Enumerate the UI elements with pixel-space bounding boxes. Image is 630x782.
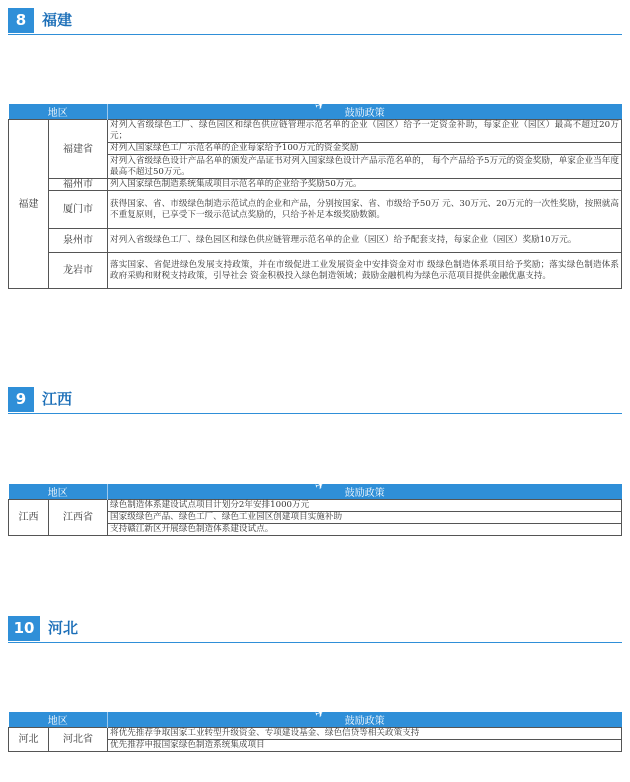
table-header-row (9, 484, 622, 500)
city-cell: 厦门市 (49, 191, 108, 229)
policy-cell: 绿色制造体系建设试点项目计划分2年安排1000万元 (108, 500, 622, 512)
header-policy: ✈ 鼓励政策 (108, 484, 622, 500)
policy-cell: 对列入省级绿色工厂、绿色园区和绿色供应链管理示范名单的企业（园区）给予配套支持，每家企业（园区）奖励10万元。 (108, 229, 622, 253)
plane-icon: ✈ (312, 96, 327, 114)
table-row (9, 191, 622, 229)
table-header-row (9, 104, 622, 120)
province-cell: 江西 (9, 500, 49, 536)
city-cell: 江西省 (49, 500, 108, 536)
table-row (9, 120, 622, 143)
policy-cell: 支持赣江新区开展绿色制造体系建设试点。 (108, 524, 622, 536)
policy-cell: 对列入省级绿色工厂、绿色园区和绿色供应链管理示范名单的企业（园区）给予一定资金补助，每家企业（园区）最高不超过20万元； (108, 120, 622, 143)
table-row (9, 728, 622, 740)
city-cell: 福州市 (49, 179, 108, 191)
province-cell: 福建 (9, 120, 49, 289)
table-header-row (9, 712, 622, 728)
policy-cell: 对列入国家绿色工厂示范名单的企业每家给予100万元的资金奖励 (108, 143, 622, 155)
section-title: 河北 (48, 619, 79, 637)
header-region: 地区 (9, 712, 108, 728)
section-number-badge: 9 (8, 387, 34, 412)
section-title: 福建 (42, 11, 73, 29)
province-cell: 河北 (9, 728, 49, 752)
city-cell: 河北省 (49, 728, 108, 752)
policy-table-hebei (8, 704, 622, 752)
header-region: 地区 (9, 104, 108, 120)
section-title: 江西 (42, 390, 73, 408)
header-policy: ✈ 鼓励政策 (108, 104, 622, 120)
section-header-fujian (8, 8, 622, 35)
policy-cell: 对列入省级绿色设计产品名单的颁发产品证书对列入国家绿色设计产品示范名单的， 每个产品给予5万元的资金奖励，单家企业当年度最高不超过50万元。 (108, 155, 622, 179)
table-row (9, 500, 622, 512)
city-cell: 龙岩市 (49, 253, 108, 289)
policy-table-fujian (8, 96, 622, 289)
plane-icon: ✈ (312, 704, 327, 722)
section-header-hebei (8, 616, 622, 643)
plane-icon: ✈ (312, 476, 327, 494)
policy-cell: 优先推荐申报国家绿色制造系统集成项目 (108, 740, 622, 752)
table-row (9, 179, 622, 191)
table-row (9, 229, 622, 253)
table-row (9, 253, 622, 289)
header-region: 地区 (9, 484, 108, 500)
section-number-badge: 8 (8, 8, 34, 33)
header-policy: ✈ 鼓励政策 (108, 712, 622, 728)
policy-table-jiangxi (8, 476, 622, 536)
policy-cell: 将优先推荐争取国家工业转型升级资金、专项建设基金、绿色信贷等相关政策支持 (108, 728, 622, 740)
policy-cell: 获得国家、省、市级绿色制造示范试点的企业和产品，分别按国家、省、市级给予50万 元、30万元、20万元的一次性奖励，按照就高不重复原则，已享受下一级示范试点奖励的，只给予补足本级奖励数额。 (108, 191, 622, 229)
city-cell: 福建省 (49, 120, 108, 179)
section-number-badge: 10 (8, 616, 40, 641)
policy-cell: 列入国家绿色制造系统集成项目示范名单的企业给予奖励50万元。 (108, 179, 622, 191)
city-cell: 泉州市 (49, 229, 108, 253)
policy-cell: 落实国家、省促进绿色发展支持政策，并在市级促进工业发展资金中安排资金对市 级绿色制造体系项目给予奖励；落实绿色制造体系政府采购和财税支持政策，引导社会 资金积极投入绿色制造领域；鼓励金融机构为绿色示范项目提供金融优惠支持。 (108, 253, 622, 289)
policy-cell: 国家级绿色产品、绿色工厂、绿色工业园区创建项目实施补助 (108, 512, 622, 524)
section-header-jiangxi (8, 387, 622, 414)
